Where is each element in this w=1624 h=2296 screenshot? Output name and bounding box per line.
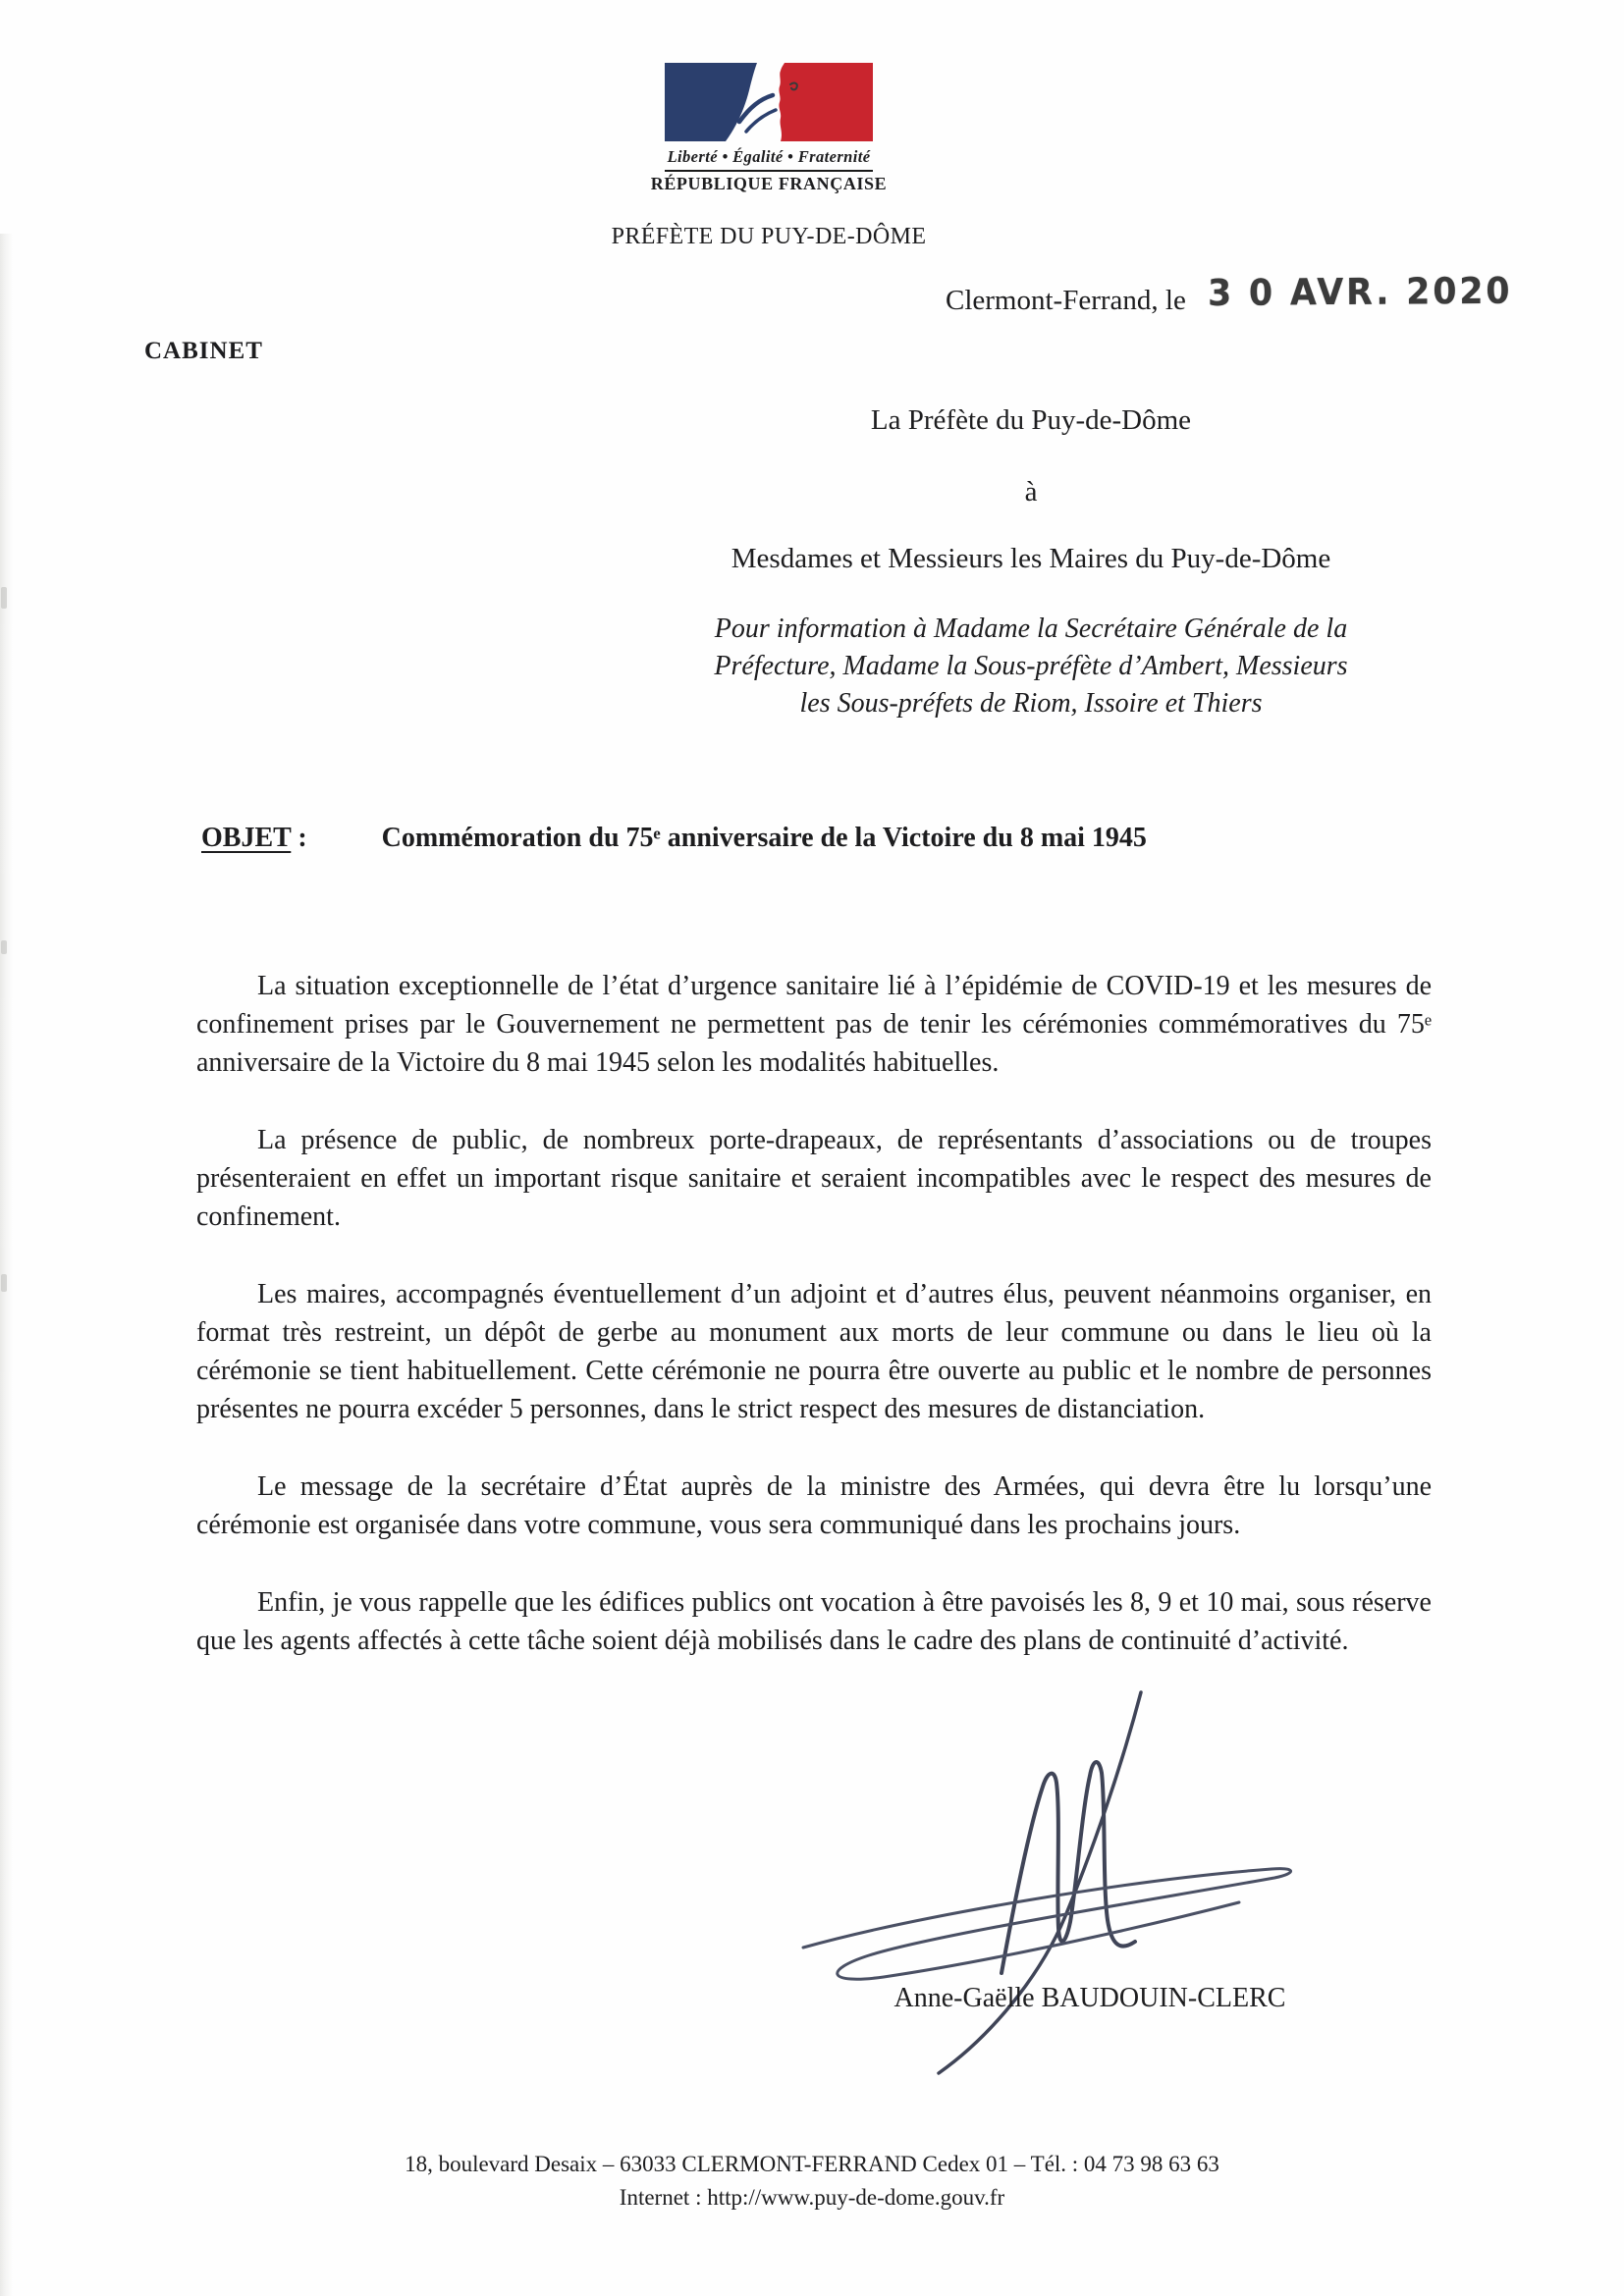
copy-info-line: les Sous-préfets de Riom, Issoire et Thiers <box>799 688 1263 719</box>
recipients-line: Mesdames et Messieurs les Maires du Puy-de-Dôme <box>731 543 1331 574</box>
subject-colon: : <box>291 823 307 853</box>
body-paragraph: Le message de la secrétaire d’État auprès de la ministre des Armées, qui devra être lu lorsqu’une cérémonie est organisée dans votre commune, vous sera communiqué dans les prochains jours. <box>196 1471 1432 1540</box>
scan-artifact-band <box>0 234 13 2296</box>
marianne-logo-icon <box>665 63 873 141</box>
copy-info-line: Préfecture, Madame la Sous-préfète d’Ambert, Messieurs <box>714 651 1348 681</box>
letter-body <box>196 967 1432 1699</box>
copy-info-line: Pour information à Madame la Secrétaire Générale de la <box>714 614 1348 644</box>
to-preposition: à <box>1024 476 1038 507</box>
signer-name: Anne-Gaëlle BAUDOUIN-CLERC <box>893 1983 1286 2013</box>
subject-line <box>201 823 1147 854</box>
subject-title: Commémoration du 75ᵉ anniversaire de la Victoire du 8 mai 1945 <box>381 823 1147 853</box>
prefecture-title: PRÉFÈTE DU PUY-DE-DÔME <box>611 224 927 249</box>
cabinet-label: CABINET <box>144 338 263 364</box>
handwritten-signature <box>756 1681 1326 2078</box>
republic-text: RÉPUBLIQUE FRANÇAISE <box>650 174 888 193</box>
footer-block <box>7 2148 1617 2215</box>
subject-label: OBJET <box>201 823 292 853</box>
sender-line: La Préfète du Puy-de-Dôme <box>870 404 1192 436</box>
motto-text: Liberté • Égalité • Fraternité <box>667 147 871 166</box>
addressee-block <box>609 404 1453 722</box>
body-paragraph: La présence de public, de nombreux porte-drapeaux, de représentants d’associations ou de troupes présenteraient en effet un important risque sanitaire et seraient incompatibles avec le respect des mesures de confinement. <box>196 1125 1432 1232</box>
republique-francaise-logo-block <box>648 63 890 194</box>
motto-rule <box>665 170 873 172</box>
footer-address: 18, boulevard Desaix – 63033 CLERMONT-FERRAND Cedex 01 – Tél. : 04 73 98 63 63 <box>405 2152 1219 2176</box>
footer-internet: Internet : http://www.puy-de-dome.gouv.fr <box>619 2185 1005 2210</box>
place-date-label: Clermont-Ferrand, le <box>946 285 1186 316</box>
body-paragraph: Enfin, je vous rappelle que les édifices publics ont vocation à être pavoisés les 8, 9 et 10 mai, sous réserve que les agents affectés à cette tâche soient déjà mobilisés dans le cadre des plans de continuité d’activité. <box>196 1587 1432 1656</box>
copy-info-block <box>609 611 1453 722</box>
body-paragraph: La situation exceptionnelle de l’état d’urgence sanitaire lié à l’épidémie de COVID-19 et les mesures de confinement prises par le Gouvernement ne permettent pas de tenir les cérémonies commémoratives du 75ᵉ anniversaire de la Victoire du 8 mai 1945 selon les modalités habituelles. <box>196 971 1432 1078</box>
date-stamp: 3 0 AVR. 2020 <box>1207 269 1513 314</box>
body-paragraph: Les maires, accompagnés éventuellement d’un adjoint et d’autres élus, peuvent néanmoins organiser, en format très restreint, un dépôt de gerbe au monument aux morts de leur commune ou dans le lieu où la cérémonie se tient habituellement. Cette cérémonie ne pourra être ouverte au public et le nombre de personnes présentes ne pourra excéder 5 personnes, dans le strict respect des mesures de distanciation. <box>196 1279 1432 1424</box>
place-date-line <box>946 269 1532 318</box>
